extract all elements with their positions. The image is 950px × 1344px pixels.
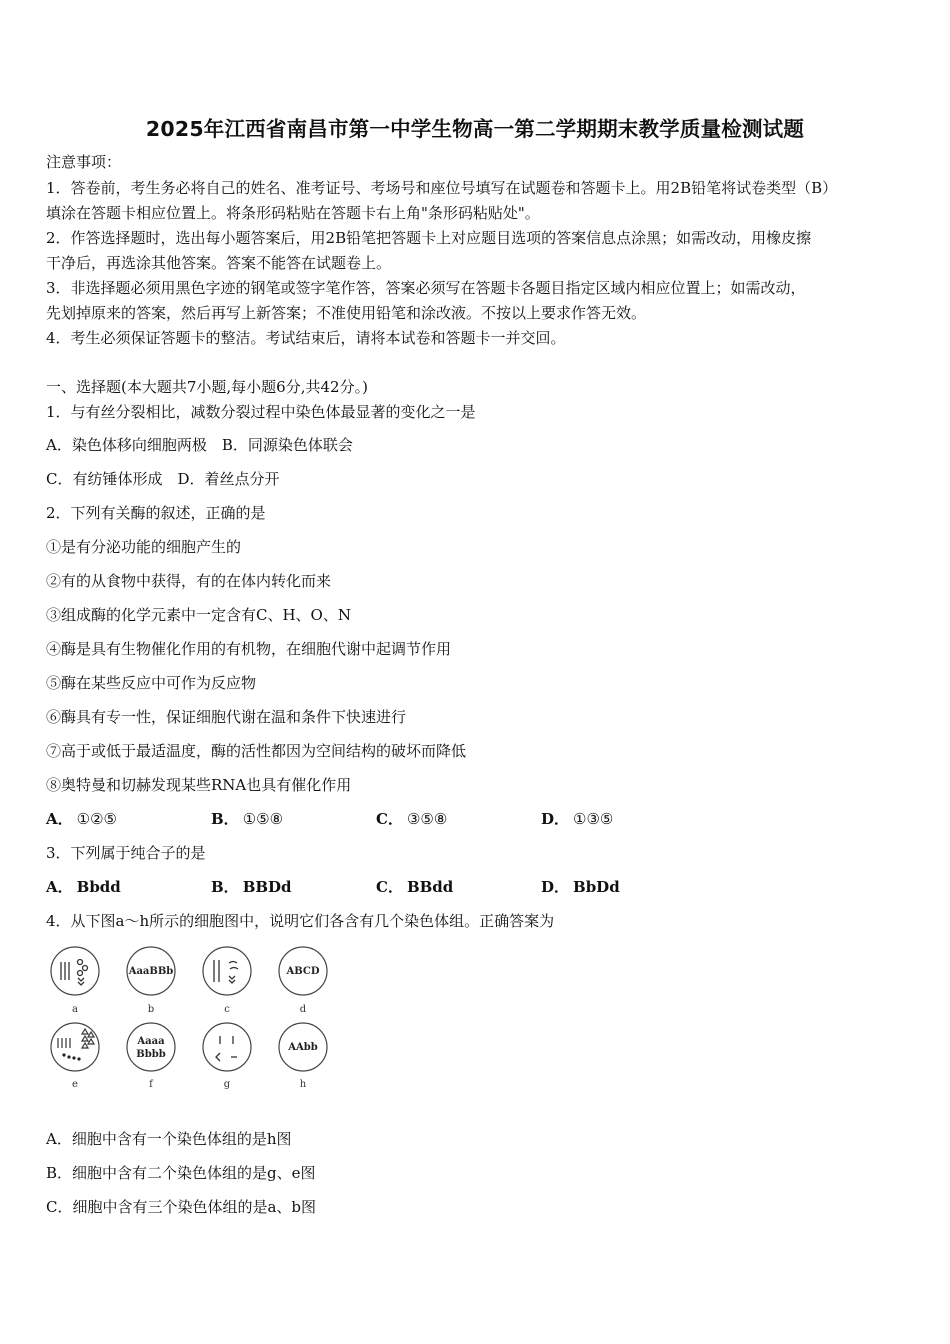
cell-e-chromosomes: [58, 1029, 94, 1048]
q2-item: ④酶是具有生物催化作用的有机物，在细胞代谢中起调节作用: [46, 640, 452, 658]
cell-diagram: [44, 940, 344, 1090]
cell-d-genotype: ABCD: [286, 966, 320, 977]
section-heading: 一、选择题(本大题共7小题,每小题6分,共42分。): [46, 378, 368, 396]
q3-option-a: [46, 877, 121, 897]
q1-options-row2: C．有纺锤体形成 D．着丝点分开: [46, 470, 280, 488]
option-text: ①③⑤: [573, 810, 614, 828]
q3-option-b: [211, 877, 292, 897]
notice-line: 干净后，再选涂其他答案。答案不能答在试题卷上。: [46, 254, 392, 272]
q2-item: ⑧奥特曼和切赫发现某些RNA也具有催化作用: [46, 776, 352, 794]
option-text: ③⑤⑧: [406, 810, 448, 828]
cell-label: e: [72, 1079, 78, 1090]
q4-option-c: C．细胞中含有三个染色体组的是a、b图: [46, 1198, 317, 1216]
option-label: C．: [376, 878, 403, 896]
cell-a-chromosomes: [61, 960, 88, 986]
cell-h-genotype: AAbb: [288, 1042, 318, 1053]
option-label: A．: [46, 878, 73, 896]
option-label: A．: [46, 810, 73, 828]
option-label: C．: [376, 810, 403, 828]
q2-stem: 2．下列有关酶的叙述，正确的是: [46, 504, 266, 522]
cell-a: [51, 947, 99, 995]
notice-line: 先划掉原来的答案，然后再写上新答案；不准使用铅笔和涂改液。不按以上要求作答无效。: [46, 304, 647, 322]
q3-stem: 3．下列属于纯合子的是: [46, 844, 206, 862]
notice-line: 3．非选择题必须用黑色字迹的钢笔或签字笔作答，答案必须写在答题卡各题目指定区域内相应位置上；如需改动，: [46, 279, 806, 297]
q2-item: ②有的从食物中获得，有的在体内转化而来: [46, 572, 332, 590]
q2-item: ⑦高于或低于最适温度，酶的活性都因为空间结构的破坏而降低: [46, 742, 467, 760]
q3-option-c: [376, 877, 453, 897]
q4-option-b: B．细胞中含有二个染色体组的是g、e图: [46, 1164, 316, 1182]
q1-options-row1: A．染色体移向细胞两极 B．同源染色体联会: [46, 436, 353, 454]
q2-option-a: [46, 809, 117, 829]
cell-f-genotype-line2: Bbbb: [136, 1049, 166, 1060]
cell-label: h: [299, 1079, 307, 1090]
cell-g: [203, 1023, 251, 1071]
cell-e-dots: [62, 1053, 80, 1060]
q4-stem: 4．从下图a～h所示的细胞图中，说明它们各含有几个染色体组。正确答案为: [46, 912, 555, 930]
cell-f: [127, 1023, 175, 1071]
q2-option-d: [541, 809, 613, 829]
notice-heading: 注意事项：: [46, 153, 122, 171]
option-text: BBDd: [242, 878, 292, 896]
q3-option-d: [541, 877, 620, 897]
q2-item: ①是有分泌功能的细胞产生的: [46, 538, 242, 556]
cell-b-genotype: AaaBBb: [128, 966, 174, 977]
q2-option-c: [376, 809, 447, 829]
cell-label: d: [299, 1004, 307, 1015]
option-text: ①⑤⑧: [242, 810, 284, 828]
notice-line: 2．作答选择题时，选出每小题答案后，用2B铅笔把答题卡上对应题目选项的答案信息点涂黑；如需改动，用橡皮擦: [46, 229, 812, 247]
cell-label: g: [223, 1079, 231, 1090]
notice-line: 1．答卷前，考生务必将自己的姓名、准考证号、考场号和座位号填写在试题卷和答题卡上。用2B铅笔将试卷类型（B）: [46, 179, 838, 197]
option-label: B．: [211, 810, 239, 828]
q2-option-b: [211, 809, 283, 829]
q2-item: ⑤酶在某些反应中可作为反应物: [46, 674, 257, 692]
option-text: BBdd: [406, 878, 454, 896]
cell-c: [203, 947, 251, 995]
cell-label: a: [72, 1004, 78, 1015]
q2-item: ③组成酶的化学元素中一定含有C、H、O、N: [46, 606, 351, 624]
cell-label: b: [147, 1004, 155, 1015]
cell-c-chromosomes: [214, 960, 238, 983]
cell-g-chromosomes: [216, 1036, 237, 1061]
q2-item: ⑥酶具有专一性，保证细胞代谢在温和条件下快速进行: [46, 708, 407, 726]
option-text: BbDd: [573, 878, 620, 896]
cell-label: f: [149, 1079, 153, 1090]
page-title: 2025年江西省南昌市第一中学生物高一第二学期期末教学质量检测试题: [145, 117, 805, 141]
cell-f-genotype-line1: Aaaa: [137, 1036, 165, 1047]
option-label: D．: [541, 810, 570, 828]
notice-line: 4．考生必须保证答题卡的整洁。考试结束后，请将本试卷和答题卡一并交回。: [46, 329, 566, 347]
q4-option-a: A．细胞中含有一个染色体组的是h图: [46, 1130, 292, 1148]
q1-stem: 1．与有丝分裂相比，减数分裂过程中染色体最显著的变化之一是: [46, 403, 476, 421]
option-text: Bbdd: [76, 878, 121, 896]
option-label: B．: [211, 878, 239, 896]
cell-label: c: [224, 1004, 230, 1015]
option-label: D．: [541, 878, 570, 896]
notice-line: 填涂在答题卡相应位置上。将条形码粘贴在答题卡右上角"条形码粘贴处"。: [46, 204, 540, 222]
option-text: ①②⑤: [76, 810, 117, 828]
